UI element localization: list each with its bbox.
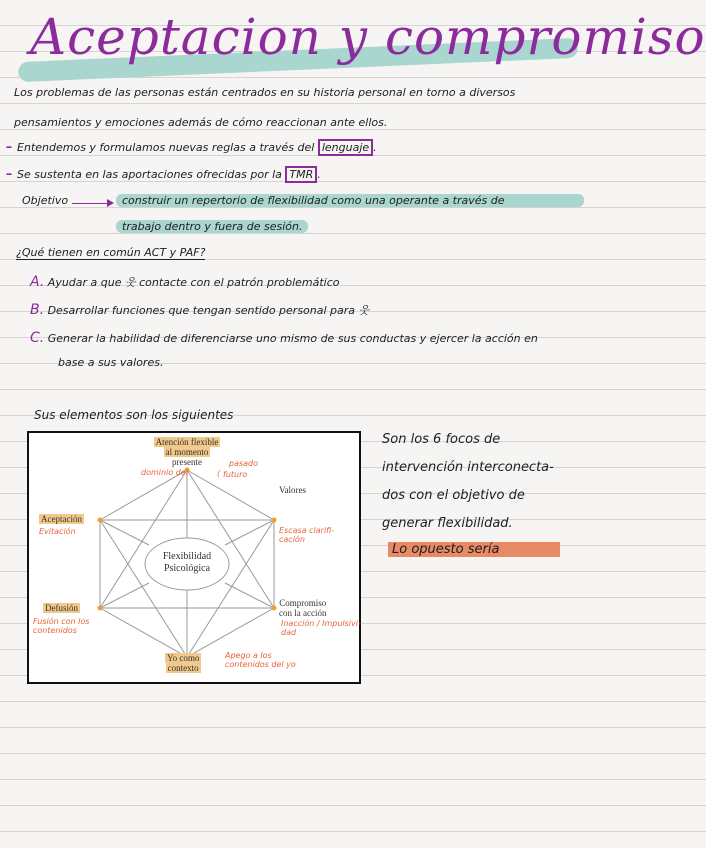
label-compromiso-2: con la acción (279, 608, 327, 618)
label-compromiso-1: Compromiso (279, 598, 327, 608)
label-defusion-text: Defusión (45, 603, 78, 613)
ann-dominio: dominio del (141, 468, 188, 477)
item-c-text-2: base a sus valores. (58, 356, 164, 369)
bullet-2-text: Se sustenta en las aportaciones ofrecidas por la (17, 168, 282, 181)
ann-apego-1: Apego a los (225, 651, 272, 660)
bullet-1-text: Entendemos y formulamos nuevas reglas a través del (17, 141, 315, 154)
bullet-dash: – (6, 167, 18, 182)
ann-fusion-2: contenidos (33, 626, 77, 635)
label-defusion (43, 603, 80, 613)
item-c-letter: C. (30, 330, 45, 346)
label-atencion (139, 437, 235, 467)
ann-escasa-2: cación (279, 535, 305, 544)
center-label-line-1: Flexibilidad (162, 551, 212, 562)
bullet-1 (6, 140, 377, 155)
bullet-2 (6, 167, 321, 182)
objetivo-line-2: trabajo dentro y fuera de sesión. (116, 220, 308, 233)
bullet-dash: – (6, 140, 18, 155)
intro-line-2: pensamientos y emociones además de cómo reaccionan ante ellos. (14, 116, 388, 129)
ann-inaccion-1: Inacción / Impulsivi- (281, 619, 361, 628)
ann-escasa (279, 526, 334, 544)
ann-escasa-1: Escasa clarifi- (279, 526, 335, 535)
intro-line-1: Los problemas de las personas están centrados en su historia personal en torno a diversos (14, 86, 516, 99)
item-b-letter: B. (30, 302, 45, 318)
hexaflex-diagram (27, 431, 361, 684)
label-compromiso (279, 598, 326, 618)
side-note-line-4: generar flexibilidad. (382, 516, 513, 531)
boxed-word-tmr: TMR (285, 166, 317, 183)
center-label-line-2: Psicológica (163, 563, 211, 574)
item-a-text: Ayudar a que 웃 contacte con el patrón problemático (47, 276, 340, 289)
boxed-word-lenguaje: lenguaje (318, 139, 373, 156)
label-atencion-1: Atención flexible (155, 437, 219, 447)
ann-pasado: pasado (229, 459, 259, 468)
ann-inaccion (281, 619, 361, 637)
side-note-line-2: intervención interconecta- (382, 460, 554, 475)
item-c (30, 330, 590, 346)
label-yo (165, 653, 201, 673)
side-note-highlight: Lo opuesto sería (388, 542, 560, 557)
arrow-icon (72, 203, 112, 204)
item-a-letter: A. (30, 274, 45, 290)
bullet-1-end: . (373, 141, 377, 154)
label-atencion-2: al momento (165, 447, 209, 457)
label-aceptacion-text: Aceptación (41, 514, 82, 524)
item-b (30, 302, 369, 318)
label-yo-2: contexto (167, 663, 199, 673)
ann-paren: ( (217, 469, 221, 478)
page-title: Aceptacion y compromiso (30, 8, 706, 66)
ann-apego-2: contenidos del yo (225, 660, 296, 669)
question-heading: ¿Qué tienen en común ACT y PAF? (16, 246, 206, 259)
ann-evitacion: Evitación (39, 527, 76, 536)
ann-fusion (33, 617, 89, 635)
ann-fusion-1: Fusión con los (33, 617, 90, 626)
item-b-text: Desarrollar funciones que tengan sentido personal para 웃 (47, 304, 370, 317)
ann-inaccion-2: dad (281, 628, 297, 637)
center-label (147, 551, 227, 575)
objetivo-line-1: construir un repertorio de flexibilidad como una operante a través de (116, 194, 584, 207)
elements-heading: Sus elementos son los siguientes (34, 408, 234, 422)
item-c-text: Generar la habilidad de diferenciarse uno mismo de sus conductas y ejercer la acción en (47, 332, 538, 345)
label-yo-1: Yo como (167, 653, 200, 663)
bullet-2-end: . (317, 168, 321, 181)
side-note-line-3: dos con el objetivo de (382, 488, 525, 503)
item-a (30, 274, 340, 290)
label-valores-text: Valores (279, 485, 306, 495)
ann-futuro: futuro (223, 470, 248, 479)
ann-apego (225, 651, 296, 669)
label-valores (279, 485, 306, 495)
objetivo-label: Objetivo (22, 194, 69, 207)
label-aceptacion (39, 514, 84, 524)
side-note-line-1: Son los 6 focos de (382, 432, 501, 447)
label-atencion-3: presente (172, 457, 202, 467)
